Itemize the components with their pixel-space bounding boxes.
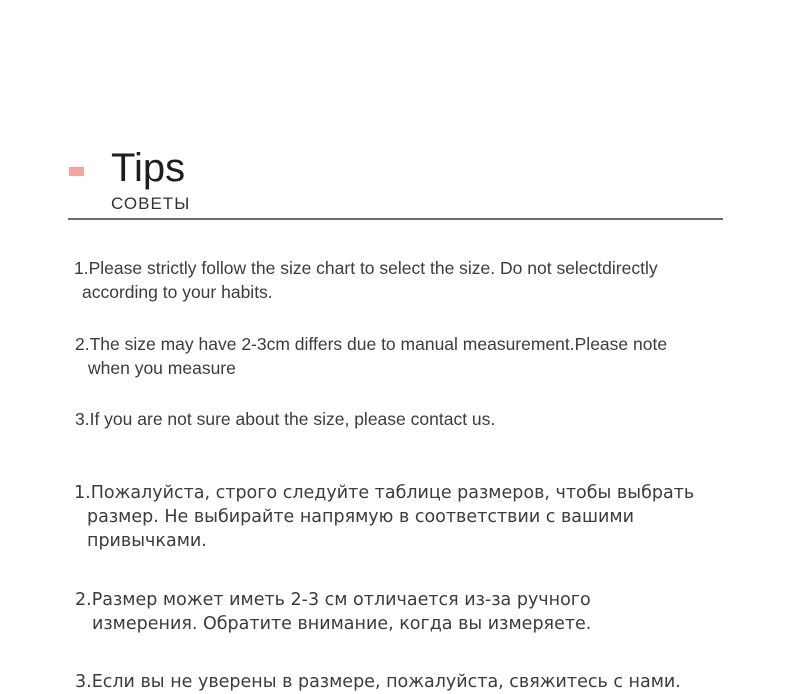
tip-ru-1	[74, 481, 694, 553]
tip-line: 2.The size may have 2-3cm differs due to manual measurement.Please note	[75, 334, 668, 354]
tip-line: измерения. Обратите внимание, когда вы измеряете.	[92, 614, 592, 634]
tip-line: when you measure	[88, 358, 236, 378]
tip-line: 3.Если вы не уверены в размере, пожалуйста, свяжитесь с нами.	[75, 672, 681, 692]
tip-en-3	[75, 407, 495, 431]
tip-ru-3	[75, 670, 681, 694]
tip-line: 1.Please strictly follow the size chart to select the size. Do not selectdirectly	[74, 258, 658, 278]
tip-ru-2	[75, 588, 591, 636]
divider	[68, 218, 723, 220]
tip-line: размер. Не выбирайте напрямую в соответствии с вашими	[87, 507, 634, 527]
tip-line: привычками.	[87, 531, 207, 551]
tip-line: according to your habits.	[82, 282, 273, 302]
tip-line: 3.If you are not sure about the size, please contact us.	[75, 409, 496, 429]
tip-en-1	[74, 256, 658, 304]
tip-en-2	[75, 332, 667, 380]
page-title: Tips	[111, 146, 186, 190]
accent-square	[69, 167, 84, 176]
tip-line: 1.Пожалуйста, строго следуйте таблице размеров, чтобы выбрать	[74, 483, 695, 503]
tip-line: 2.Размер может иметь 2-3 см отличается из-за ручного	[75, 590, 591, 610]
page-subtitle: СОВЕТЫ	[111, 194, 191, 213]
